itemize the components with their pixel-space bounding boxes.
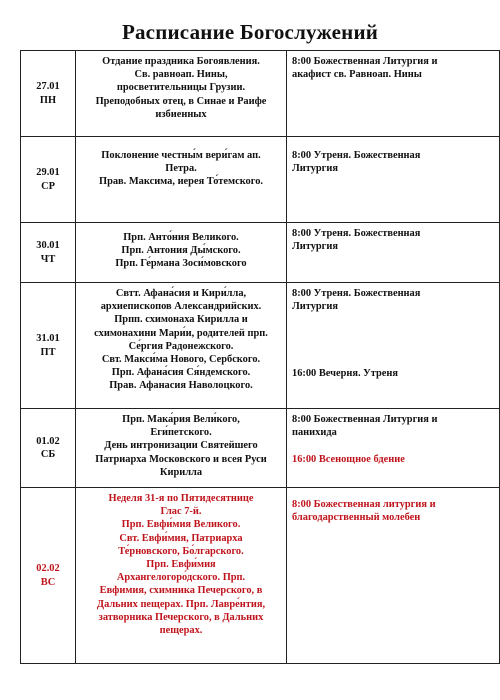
table-row (21, 488, 500, 664)
services-cell (287, 137, 500, 223)
saints-line: Евфимия, схимника Печерского, в (99, 585, 263, 597)
saints-line: Прп. Мака́рия Вели́кого, (122, 414, 240, 425)
weekday: ПТ (40, 346, 56, 358)
service-line: 8:00 Божественная Литургия и (292, 56, 438, 67)
saints-line: просветительницы Грузии. (116, 82, 246, 94)
service-line: благодарственный молебен (292, 512, 421, 524)
service-line: Литургия (292, 241, 338, 253)
service-line: 8:00 Утреня. Божественная (292, 228, 421, 239)
weekday: ЧТ (40, 253, 56, 265)
saints-line: Свт. Макси́ма Нового, Сербского. (101, 354, 261, 366)
saints-line: Поклонение честны́м вери́гам ап. (101, 150, 261, 161)
saints-line: Прп. Евфи́мия (146, 559, 216, 571)
saints-line: избиенных (155, 108, 207, 120)
date-cell (21, 283, 76, 409)
saints-line: Св. равноап. Нины, (134, 69, 228, 81)
saints-line: Се́ргия Радонежского. (128, 340, 234, 352)
date: 27.01 (36, 81, 60, 93)
date-cell (21, 223, 76, 283)
date: 29.01 (36, 167, 60, 179)
saints-line: День интронизации Святейшего (104, 440, 258, 452)
date: 30.01 (36, 240, 60, 252)
saints-line: Дальних пещерах. Прп. Лавре́нтия, (96, 598, 266, 610)
weekday: СР (41, 180, 55, 192)
saints-line: Преподобных отец, в Синае и Раифе (95, 95, 267, 107)
saints-line: Отдание праздника Богоявления. (102, 56, 260, 67)
saints-line: Прп. Анто́ния Великого. (123, 232, 239, 243)
saints-line: Те́рновского, Бо́лгарского. (118, 545, 244, 557)
saints-cell (76, 409, 287, 488)
table-row (21, 137, 500, 223)
service-line: 8:00 Утреня. Божественная (292, 288, 421, 299)
table-row (21, 51, 500, 137)
table-row (21, 223, 500, 283)
saints-line: Прп. Афана́сия Ся́ндемского. (111, 367, 251, 379)
service-line: панихида (292, 427, 337, 439)
weekday: ВС (40, 576, 56, 588)
saints-cell (76, 283, 287, 409)
page-title: Расписание Богослужений (121, 20, 379, 44)
table-row (21, 409, 500, 488)
saints-line: Прав. Максима, иерея То́темского. (98, 176, 264, 188)
table-row (21, 283, 500, 409)
date: 31.01 (36, 333, 60, 345)
saints-line: Еги́петского. (150, 427, 212, 439)
saints-line: Свт. Евфи́мия, Патриарха (119, 532, 243, 544)
services-cell (287, 283, 500, 409)
saints-line: Прп. Ге́рмана Зоси́мовского (115, 258, 247, 270)
service-line: акафист св. Равноап. Нины (292, 69, 422, 81)
saints-line: Прп. Антония Ды́мского. (121, 245, 241, 257)
date-cell (21, 137, 76, 223)
saints-line: схимонахини Мари́и, родителей прп. (94, 327, 268, 339)
saints-line: Прп. Евфи́мия Великого. (121, 519, 241, 531)
saints-cell (76, 488, 287, 664)
saints-line: Свтт. Афана́сия и Кири́лла, (115, 288, 247, 299)
saints-cell (76, 51, 287, 137)
saints-line: Петра. (165, 163, 197, 175)
date: 01.02 (36, 435, 60, 447)
saints-line: Архангелогоро́дского. Прп. (116, 572, 246, 584)
service-line-evening: 16:00 Вечерня. Утреня (292, 368, 399, 380)
weekday: ПН (39, 94, 57, 106)
service-line: 8:00 Утреня. Божественная (292, 150, 421, 161)
service-line: Литургия (292, 301, 338, 313)
services-cell (287, 409, 500, 488)
saints-line: пещерах. (159, 625, 203, 637)
services-cell (287, 488, 500, 664)
saints-line: Прав. Афанасия Наволоцкого. (109, 380, 253, 392)
date-cell (21, 409, 76, 488)
saints-line: Прпп. схимонаха Кирилла и (114, 314, 248, 326)
saints-line: затворника Печерского, в Дальних (98, 611, 264, 623)
schedule-table (20, 50, 500, 664)
service-line: 8:00 Божественная Литургия и (292, 414, 438, 425)
date-cell (21, 51, 76, 137)
services-cell (287, 223, 500, 283)
weekday: СБ (40, 449, 56, 460)
saints-cell (76, 223, 287, 283)
service-line: Литургия (292, 163, 338, 175)
saints-line: Патриарха Московского и всея Руси (95, 453, 267, 465)
saints-line: архиепископов Александрийских. (100, 301, 262, 313)
saints-line: Неделя 31-я по Пятидесятнице (108, 493, 254, 504)
services-cell (287, 51, 500, 137)
service-line: 8:00 Божественная литургия и (292, 499, 436, 510)
date: 02.02 (36, 563, 60, 575)
saints-line: Кирилла (159, 466, 203, 478)
service-line-evening: 16:00 Всенощное бдение (292, 454, 405, 466)
date-cell (21, 488, 76, 664)
saints-line: Глас 7-й. (160, 506, 202, 518)
saints-cell (76, 137, 287, 223)
